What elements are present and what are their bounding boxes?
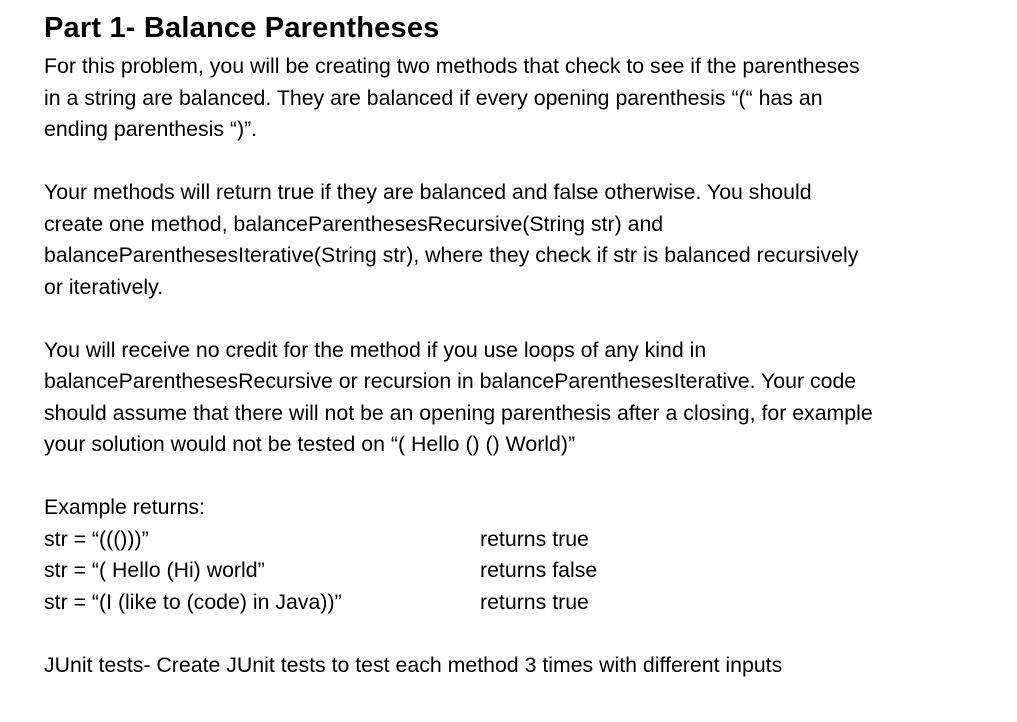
example-row <box>44 524 1004 556</box>
examples-heading: Example returns: <box>44 495 205 519</box>
example-result: returns true <box>480 526 589 551</box>
document-title: Part 1- Balance Parentheses <box>44 12 440 44</box>
example-input: str = “( Hello (Hi) world” <box>44 558 265 582</box>
example-input: str = “((()))” <box>44 526 149 551</box>
example-result: returns true <box>480 589 589 614</box>
example-row <box>44 555 1004 587</box>
examples-section <box>44 492 1004 618</box>
example-result: returns false <box>480 558 598 582</box>
document <box>44 10 1004 681</box>
example-input: str = “(I (like to (code) in Java))” <box>44 589 342 614</box>
rules-paragraph: You will receive no credit for the method if you use loops of any kind in balanceParenthesesRecursive or recursion in balanceParenthesesIterative. Your code should assume that there will not be an opening parenthesis after a closing, for example your solution would not be tested on “( Hello () () World)” <box>44 337 873 456</box>
example-row <box>44 587 1004 619</box>
junit-note: JUnit tests- Create JUnit tests to test each method 3 times with different inputs <box>44 652 783 677</box>
methods-paragraph: Your methods will return true if they are balanced and false otherwise. You should create one method, balanceParenthesesRecursive(String str) and balanceParenthesesIterative(String str), where they check if str is balanced recursively or iteratively. <box>44 180 859 299</box>
intro-paragraph: For this problem, you will be creating two methods that check to see if the parentheses in a string are balanced. They are balanced if every opening parenthesis “(“ has an ending parenthesis “)”. <box>44 54 860 141</box>
